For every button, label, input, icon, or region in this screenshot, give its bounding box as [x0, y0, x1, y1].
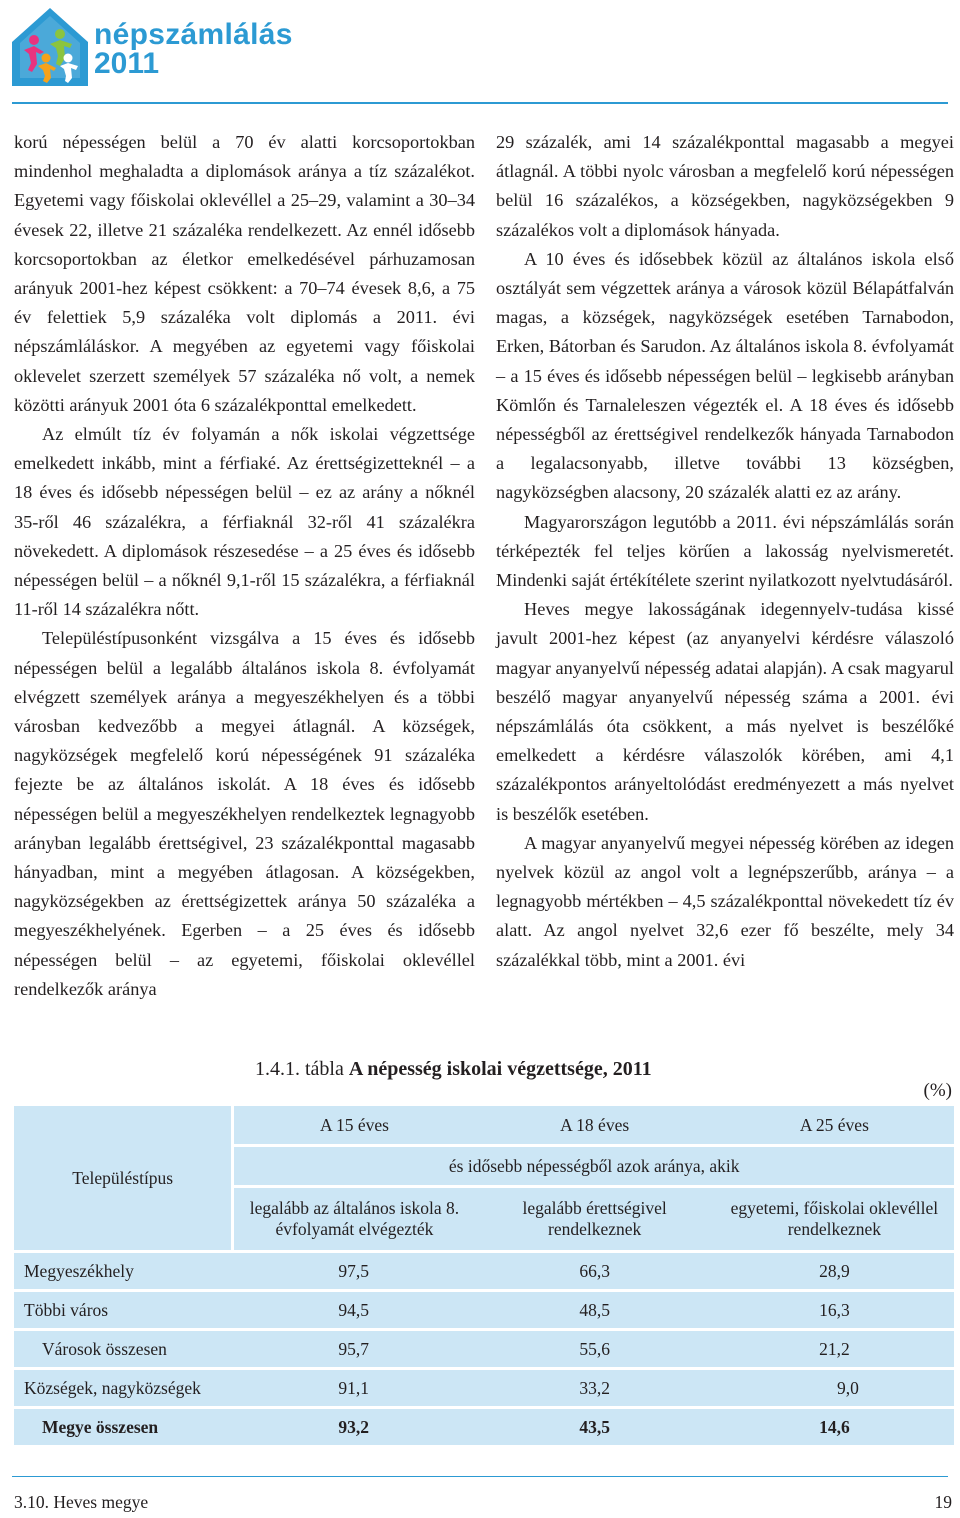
- cell-value: 97,5: [233, 1253, 475, 1289]
- cell-value: 16,3: [715, 1292, 954, 1328]
- header-rule: [12, 102, 948, 104]
- cell-value: 66,3: [475, 1253, 715, 1289]
- wordmark-year: 2011: [94, 47, 160, 80]
- age-header-18: A 18 éves: [475, 1106, 715, 1146]
- paragraph: Településtípusonként vizsgálva a 15 éves és idősebb népességen belül a legalább általános iskola 8. évfolyamát elvégzett személyek aránya a megyeszékhelyen és a többi városban kedvezőbb a megyei átlagnál. A községek, nagyközségek megfelelő korú népességének 91 százaléka fejezte be az általános iskolát. A 18 éves és idősebb népességen belül a megyeszékhelyen rendelkeztek legnagyobb arányban legalább érettségivel, 23 százalékponttal magasabb hányadban, mint a megyében átlagosan. A községekben, nagyközségekben az érettségizettek aránya 50 százaléka a megyeszékhelyének. Egerben – a 25 éves és idősebb népességen belül – az egyetemi, főiskolai oklevéllel rendelkezők aránya: [14, 628, 475, 999]
- right-text-column: [496, 128, 954, 975]
- cell-value: 55,6: [475, 1331, 715, 1367]
- paragraph: Heves megye lakosságának idegennyelv-tudása kissé javult 2001-hez képest (az anyanyelvi kérdésre válaszoló magyar anyanyelvű népesség adatai alapján). A csak magyarul beszélő magyar anyanyelvű népesség száma a 2001. évi népszámlálás óta csökkent, a más nyelvet is beszélőké emelkedett a kérdésre válaszolók körében, ami 4,1 százalékpontos arányeltolódást eredményezett a más nyelvet is beszélők esetében.: [496, 599, 954, 824]
- census-logo-icon: [10, 6, 90, 88]
- cell-value: 14,6: [715, 1409, 954, 1445]
- col-header-tertiary: egyetemi, főiskolai oklevéllel rendelkeznek: [715, 1187, 954, 1251]
- cell-value: 95,7: [233, 1331, 475, 1367]
- cell-value: 43,5: [475, 1409, 715, 1445]
- table-row: [14, 1370, 954, 1406]
- paragraph: A 10 éves és idősebbek közül az általános iskola első osztályát sem végzettek aránya a városok közül Bélapátfalván magas, a községek, nagyközségek esetében Tarnabodon, Erken, Bátorban és Sarudon. Az általános iskola 8. évfolyamát – a 15 éves és idősebb népességen belül – legkisebb arányban Kömlőn és Tarnaleleszen végezték el. A 18 éves és idősebb népességből az érettségivel rendelkezők hányada Tarnabodon a legalacsonyabb, illetve további 13 községben, nagyközségben alacsony, 20 százalék alatti ez az arány.: [496, 248, 954, 503]
- cell-value: 91,1: [233, 1370, 475, 1406]
- cell-value: 94,5: [233, 1292, 475, 1328]
- paragraph: Az elmúlt tíz év folyamán a nők iskolai végzettsége emelkedett inkább, mint a férfiaké. Az érettségizetteknél – a 18 éves és idősebb népességen belül – ez az arány a nőknél 35-ről 46 százalékra, a férfiaknál 32-ről 41 százalékra növekedett. A diplomások részesedése – a 25 éves és idősebb népességen belül – a nőknél 9,1-ről 15 százalékra, a férfiaknál 11-ről 14 százalékra nőtt.: [14, 424, 475, 620]
- cell-value: 21,2: [715, 1331, 954, 1367]
- cell-value: 9,0: [715, 1370, 954, 1406]
- cell-value: 33,2: [475, 1370, 715, 1406]
- table-row: [14, 1292, 954, 1328]
- paragraph: korú népességen belül a 70 év alatti korcsoportokban mindenhol meghaladta a diplomások aránya a tíz százalékot. Egyetemi vagy főiskolai oklevéllel a 25–29, valamint a 30–34 évesek 22, illetve 21 százaléka rendelkezett. Az ennél idősebb korcsoportokban az életkor emelkedésével párhuzamosan arányuk 2001-hez képest csökkent: a 70–74 évesek 8,6, a 75 év felettiek 5,9 százaléka volt diplomás a 2011. évi népszámláláskor. A megyében az egyetemi vagy főiskolai oklevelet szerzett személyek 57 százaléka nő volt, a nemek közötti arányuk 2001 óta 6 százalékponttal emelkedett.: [14, 132, 475, 415]
- table-row-total: [14, 1409, 954, 1445]
- shared-subheader: és idősebb népességből azok aránya, akik: [233, 1146, 954, 1187]
- age-header-25: A 25 éves: [715, 1106, 954, 1146]
- cell-value: 48,5: [475, 1292, 715, 1328]
- table-number: 1.4.1. tábla: [255, 1058, 344, 1080]
- type-column-header: Településtípus: [14, 1106, 233, 1250]
- row-label: Megyeszékhely: [14, 1253, 233, 1289]
- paragraph: 29 százalék, ami 14 százalékponttal magasabb a megyei átlagnál. A többi nyolc városban a megfelelő korú népességen belül 16 százalékos, a községekben, nagyközségekben 9 százalékos volt a diplomások hányada.: [496, 132, 954, 240]
- table-row: [14, 1331, 954, 1367]
- row-label: Községek, nagyközségek: [14, 1370, 233, 1406]
- col-header-secondary: legalább érettségivel rendelkeznek: [475, 1187, 715, 1251]
- footer-rule: [12, 1476, 948, 1477]
- paragraph: Magyarországon legutóbb a 2011. évi népszámlálás során térképezték fel teljes körűen a lakosság nyelvismeretét. Mindenki saját értékítélete szerint nyilatkozott nyelvtudásáról.: [496, 511, 954, 591]
- row-label: Megye összesen: [14, 1409, 233, 1445]
- table-unit: (%): [923, 1080, 952, 1101]
- row-label: Többi város: [14, 1292, 233, 1328]
- cell-value: 28,9: [715, 1253, 954, 1289]
- census-wordmark: [94, 20, 293, 78]
- table-title: [255, 1058, 652, 1081]
- col-header-primary: legalább az általános iskola 8. évfolyamát elvégezték: [233, 1187, 475, 1251]
- paragraph: A magyar anyanyelvű megyei népesség körében az idegen nyelvek közül az angol volt a legnépszerűbb, aránya – a legnagyobb mértékben – 4,5 százalékponttal növekedett tíz év alatt. Az angol nyelvet 32,6 ezer fő beszélte, mely 34 százalékkal több, mint a 2001. évi: [496, 832, 954, 970]
- left-text-column: [14, 128, 475, 1004]
- cell-value: 93,2: [233, 1409, 475, 1445]
- education-table: [14, 1106, 954, 1445]
- page-number: 19: [934, 1492, 952, 1512]
- table-title-text: A népesség iskolai végzettsége, 2011: [348, 1058, 652, 1080]
- row-label: Városok összesen: [14, 1331, 233, 1367]
- age-header-15: A 15 éves: [233, 1106, 475, 1146]
- table-row: [14, 1253, 954, 1289]
- wordmark-line1: népszámlálás: [94, 18, 293, 51]
- footer-section: 3.10. Heves megye: [14, 1492, 149, 1512]
